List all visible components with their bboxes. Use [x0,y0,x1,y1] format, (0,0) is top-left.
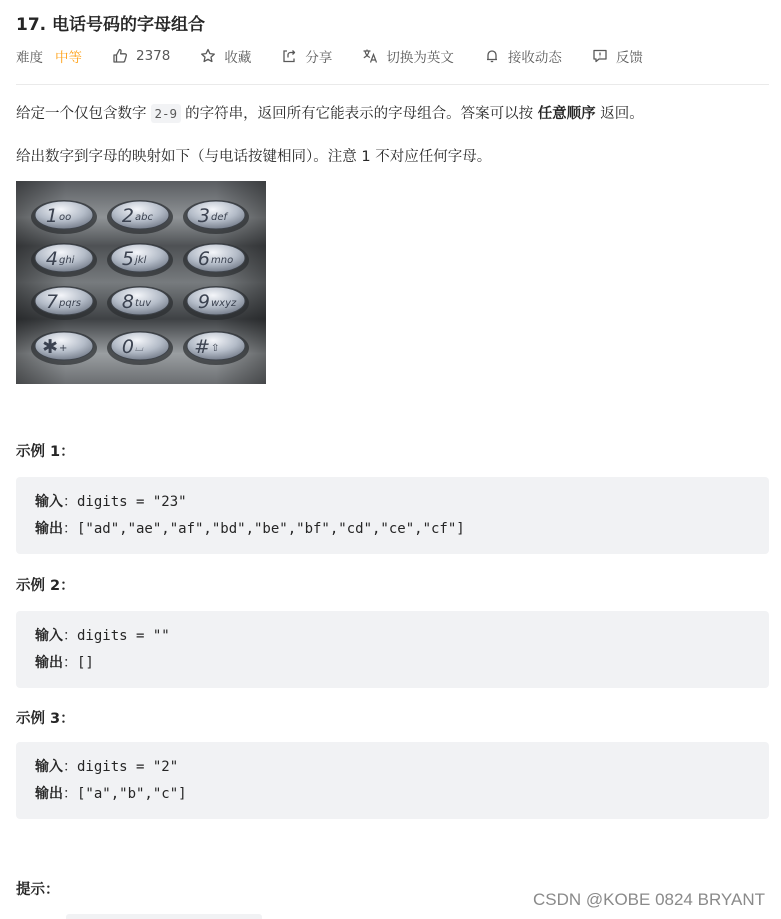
keypad-key-12 [183,331,249,365]
hints-title: 提示： [16,882,60,898]
example-2-title: 示例 2： [16,578,75,594]
keypad-letters: ᴏᴏ [59,212,72,223]
example-3-output: ["a","b","c"] [77,786,187,802]
description-emphasis: 任意顺序 [537,106,596,122]
keypad-key-9 [183,286,249,320]
example-1-input: digits = "23" [77,494,187,510]
label-separator: ： [63,521,77,537]
output-label: 输出 [35,786,63,802]
keypad-digit: 5 [121,248,134,270]
difficulty-label: 难度 [16,50,43,66]
bell-icon [484,48,500,64]
share-button[interactable] [281,46,332,66]
description-text: 的字符串，返回所有它能表示的字母组合。答案可以按 [185,106,534,122]
keypad-letters: tuv [135,298,152,309]
keypad-key-1 [31,200,97,234]
translate-icon [362,48,378,64]
output-label: 输出 [35,521,63,537]
keypad-letters: ⌴ [135,343,143,354]
example-1-output: ["ad","ae","af","bd","be","bf","cd","ce","cf"] [77,521,465,537]
label-separator: ： [63,655,77,671]
keypad-digit: 4 [45,248,58,270]
description-paragraph-1 [16,102,644,123]
example-1-code-block [16,477,769,554]
difficulty-badge: 中等 [55,50,82,66]
input-label: 输入 [35,628,63,644]
example-2-output: [] [77,655,94,671]
star-icon [200,48,216,64]
share-label: 分享 [305,50,333,66]
keypad-digit: 9 [197,291,210,313]
favorite-button[interactable] [200,46,251,66]
input-label: 输入 [35,759,63,775]
keypad-letters: mno [211,255,234,266]
keypad-digit: 2 [121,205,134,227]
label-separator: ： [63,786,77,802]
label-separator: ： [63,628,77,644]
keypad-digit: 1 [45,205,58,227]
subscribe-label: 接收动态 [507,50,562,66]
example-3-input: digits = "2" [77,759,179,775]
keypad-digit: ✱ [42,336,58,358]
example-3-code-block [16,742,769,819]
keypad-digit: 8 [121,291,134,313]
description-paragraph-2: 给出数字到字母的映射如下（与电话按键相同）。注意 1 不对应任何字母。 [16,149,492,165]
example-1-title: 示例 1： [16,444,75,460]
favorite-label: 收藏 [224,50,252,66]
keypad-digit: 6 [197,248,210,270]
description-text: 给定一个仅包含数字 [16,106,147,122]
keypad-digit: 3 [197,205,210,227]
feedback-label: 反馈 [615,50,643,66]
example-3-output-line [35,783,187,803]
input-label: 输入 [35,494,63,510]
translate-label: 切换为英文 [386,50,454,66]
example-2-code-block [16,611,769,688]
hints-code-stub [66,914,262,919]
watermark: CSDN @KOBE 0824 BRYANT [532,890,765,909]
label-separator: ： [63,759,77,775]
keypad-key-4 [31,243,97,277]
keypad-key-11 [107,331,173,365]
keypad-key-5 [107,243,173,277]
keypad-key-8 [107,286,173,320]
example-3-title: 示例 3： [16,711,75,727]
example-1-output-line [35,518,465,538]
phone-keypad-image [16,181,266,384]
keypad-letters: jkl [135,255,147,266]
example-2-output-line [35,652,94,672]
like-button[interactable] [112,48,170,64]
keypad-digit: 0 [121,336,134,358]
keypad-key-10 [31,331,97,365]
keypad-letters: def [211,212,228,223]
example-2-input: digits = "" [77,628,170,644]
header-divider [16,84,769,85]
output-label: 输出 [35,655,63,671]
problem-meta-bar [16,44,673,68]
keypad-letters: + [59,343,68,354]
keypad-letters: abc [135,212,153,223]
example-1-input-line [35,491,187,511]
keypad-letters: wxyz [211,298,237,309]
keypad-digit: 7 [45,291,58,313]
description-text: 返回。 [600,106,644,122]
keypad-key-6 [183,243,249,277]
like-count: 2378 [136,48,171,64]
label-separator: ： [63,494,77,510]
problem-title: 17. 电话号码的字母组合 [16,15,206,35]
subscribe-button[interactable] [484,46,562,66]
translate-button[interactable] [362,46,454,66]
inline-code-digits: 2-9 [151,104,182,123]
keypad-key-7 [31,286,97,320]
example-2-input-line [35,625,170,645]
thumbs-up-icon [112,48,128,64]
feedback-icon [592,48,608,64]
example-3-input-line [35,756,178,776]
keypad-letters: ⇧ [211,343,220,354]
feedback-button[interactable] [592,46,643,66]
share-icon [281,48,297,64]
keypad-letters: ghi [59,255,75,266]
keypad-letters: pqrs [59,298,82,309]
keypad-key-2 [107,200,173,234]
keypad-key-3 [183,200,249,234]
keypad-digit: # [194,336,210,358]
